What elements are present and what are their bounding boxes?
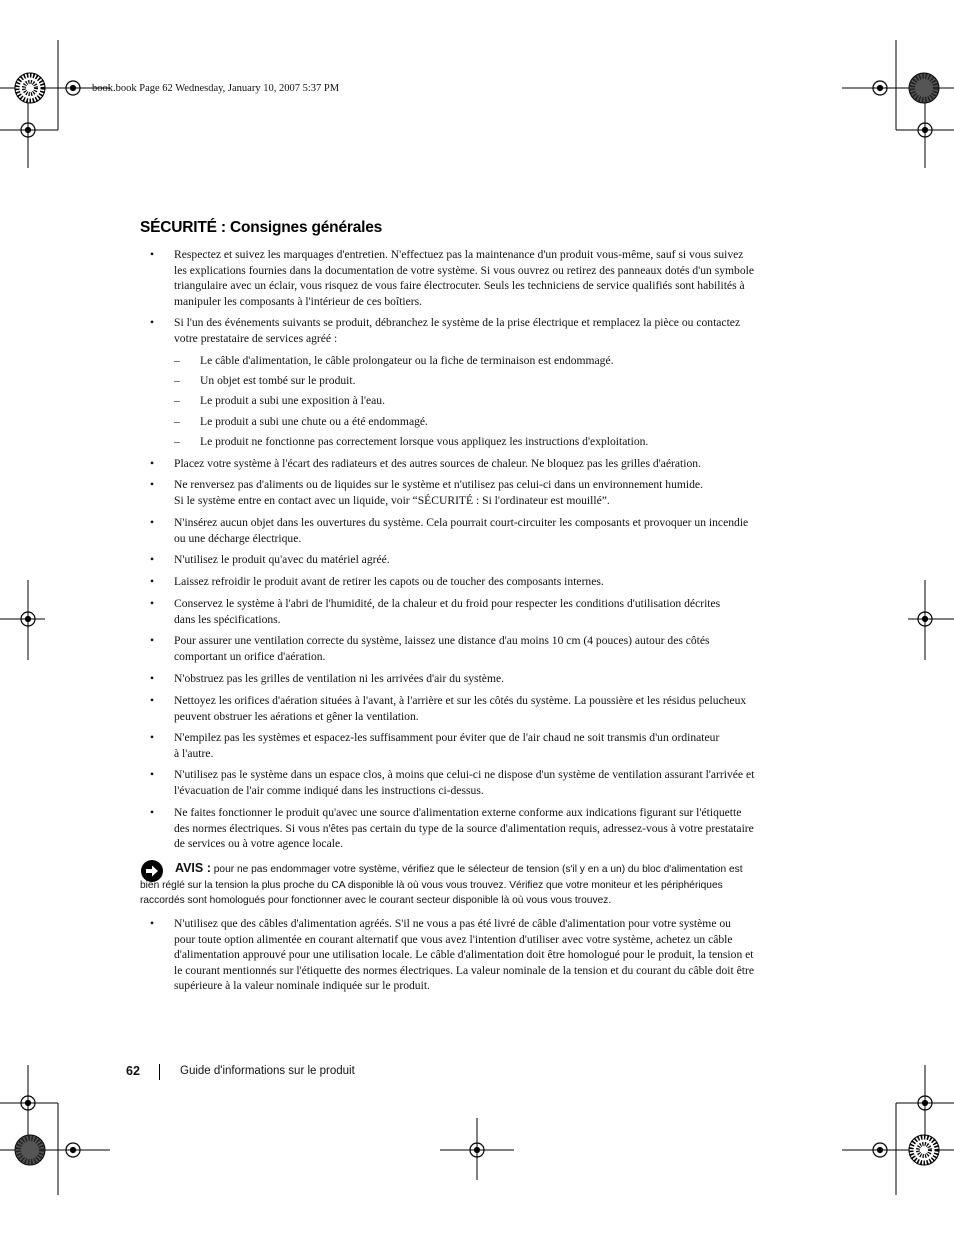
sub-list-item: – Le câble d'alimentation, le câble prolongateur ou la fiche de terminaison est endommagé. xyxy=(174,354,614,367)
section-heading: SÉCURITÉ : Consignes générales xyxy=(140,219,383,236)
bullet-icon: • xyxy=(150,553,155,566)
list-item: • Si l'un des événements suivants se produit, débranchez le système de la prise électrique et remplacez la pièce ou contactez votre prestataire de services agréé : xyxy=(150,316,741,345)
notice-text: AVIS : pour ne pas endommager votre système, vérifiez que le sélecteur de tension (s'il y en a un) du bloc d'alimentation est bien réglé sur la tension la plus proche du CA disponible là où vous vous trouvez. Vérifiez que votre moniteur et les périphériques raccordés sont homologués pour fonctionner avec le courant secteur disponible là où vous vous trouvez. xyxy=(140,861,743,906)
list-item: • Nettoyez les orifices d'aération situées à l'avant, à l'arrière et sur les côtés du système. La poussière et les résidus pelucheux peuvent obstruer les aérations et gêner la ventilation. xyxy=(150,694,747,723)
dash-icon: – xyxy=(174,415,180,428)
notice-label: AVIS : xyxy=(175,861,211,875)
bullet-icon: • xyxy=(150,917,155,930)
bullet-icon: • xyxy=(150,516,155,529)
bullet-icon: • xyxy=(150,672,155,685)
list-item: • Pour assurer une ventilation correcte du système, laissez une distance d'au moins 10 cm (4 pouces) autour des côtés comportant un orifice d'aération. xyxy=(150,634,710,663)
bullet-icon: • xyxy=(150,806,155,819)
dash-icon: – xyxy=(174,435,180,448)
list-item: • Ne faites fonctionner le produit qu'avec une source d'alimentation externe conforme aux indications figurant sur l'étiquette des normes électriques. Si vous n'êtes pas certain du type de la source d'alimentation requis, adressez-vous à votre prestataire de services ou à votre agence locale. xyxy=(150,806,754,850)
bullet-icon: • xyxy=(150,597,155,610)
bullet-icon: • xyxy=(150,634,155,647)
list-item: • N'insérez aucun objet dans les ouvertures du système. Cela pourrait court-circuiter les composants et provoquer un incendie ou une décharge électrique. xyxy=(150,516,749,545)
page-number: 62 xyxy=(126,1064,140,1078)
footer-divider xyxy=(159,1064,160,1080)
list-item: • Placez votre système à l'écart des radiateurs et des autres sources de chaleur. Ne bloquez pas les grilles d'aération. xyxy=(150,457,701,470)
dash-icon: – xyxy=(174,394,180,407)
list-item: • N'utilisez que des câbles d'alimentation agréés. S'il ne vous a pas été livré de câble d'alimentation pour votre système ou pour toute option alimentée en courant alternatif que vous avez l'intention d'utiliser avec votre système, achetez un câble d'alimentation approuvé pour une utilisation locale. Le câble d'alimentation doit être homologué pour le produit, la tension et le courant mentionnés sur l'étiquette des normes électriques. La valeur nominale de la tension et du courant du câble doit être supérieure à la valeur nominale indiquée sur le produit. xyxy=(150,917,754,992)
bullet-icon: • xyxy=(150,694,155,707)
bullet-icon: • xyxy=(150,457,155,470)
footer-title: Guide d'informations sur le produit xyxy=(180,1065,355,1077)
list-item: • Ne renversez pas d'aliments ou de liquides sur le système et n'utilisez pas celui-ci dans un environnement humide. Si le système entre en contact avec un liquide, voir “SÉCURITÉ : Si l'ordinateur est mouillé”. xyxy=(150,478,703,507)
bullet-icon: • xyxy=(150,731,155,744)
bullet-icon: • xyxy=(150,248,155,261)
dash-icon: – xyxy=(174,374,180,387)
list-item: • N'obstruez pas les grilles de ventilation ni les arrivées d'air du système. xyxy=(150,672,505,685)
slug-line: book.book Page 62 Wednesday, January 10, 2007 5:37 PM xyxy=(92,83,340,94)
sub-list-item: – Le produit ne fonctionne pas correctement lorsque vous appliquez les instructions d'exploitation. xyxy=(174,435,649,448)
sub-list-item: – Le produit a subi une chute ou a été endommagé. xyxy=(174,415,428,428)
sub-list-item: – Le produit a subi une exposition à l'eau. xyxy=(174,394,385,407)
sub-list-item: – Un objet est tombé sur le produit. xyxy=(174,374,356,387)
list-item: • Respectez et suivez les marquages d'entretien. N'effectuez pas la maintenance d'un produit vous-même, sauf si vous suivez les explications fournies dans la documentation de votre système. Si vous ouvrez ou retirez des panneaux dotés d'un symbole triangulaire avec un éclair, vous risquez de vous faire électrocuter. Seuls les techniciens de service qualifiés sont habilités à manipuler les composants à l'intérieur de ces boîtiers. xyxy=(150,248,755,308)
bullet-icon: • xyxy=(150,575,155,588)
list-item: • Conservez le système à l'abri de l'humidité, de la chaleur et du froid pour respecter les conditions d'utilisation décrites dans les spécifications. xyxy=(150,597,721,626)
dash-icon: – xyxy=(174,354,180,367)
list-item: • N'utilisez le produit qu'avec du matériel agréé. xyxy=(150,553,390,566)
bullet-icon: • xyxy=(150,478,155,491)
bullet-icon: • xyxy=(150,768,155,781)
list-item: • N'empilez pas les systèmes et espacez-les suffisamment pour éviter que de l'air chaud ne soit transmis d'un ordinateur à l'autre. xyxy=(150,731,720,760)
list-item: • N'utilisez pas le système dans un espace clos, à moins que celui-ci ne dispose d'un système de ventilation assurant l'arrivée et l'évacuation de l'air comme indiqué dans les instructions ci-dessus. xyxy=(150,768,755,797)
bullet-icon: • xyxy=(150,316,155,329)
list-item: • Laissez refroidir le produit avant de retirer les capots ou de toucher des composants internes. xyxy=(150,575,604,588)
